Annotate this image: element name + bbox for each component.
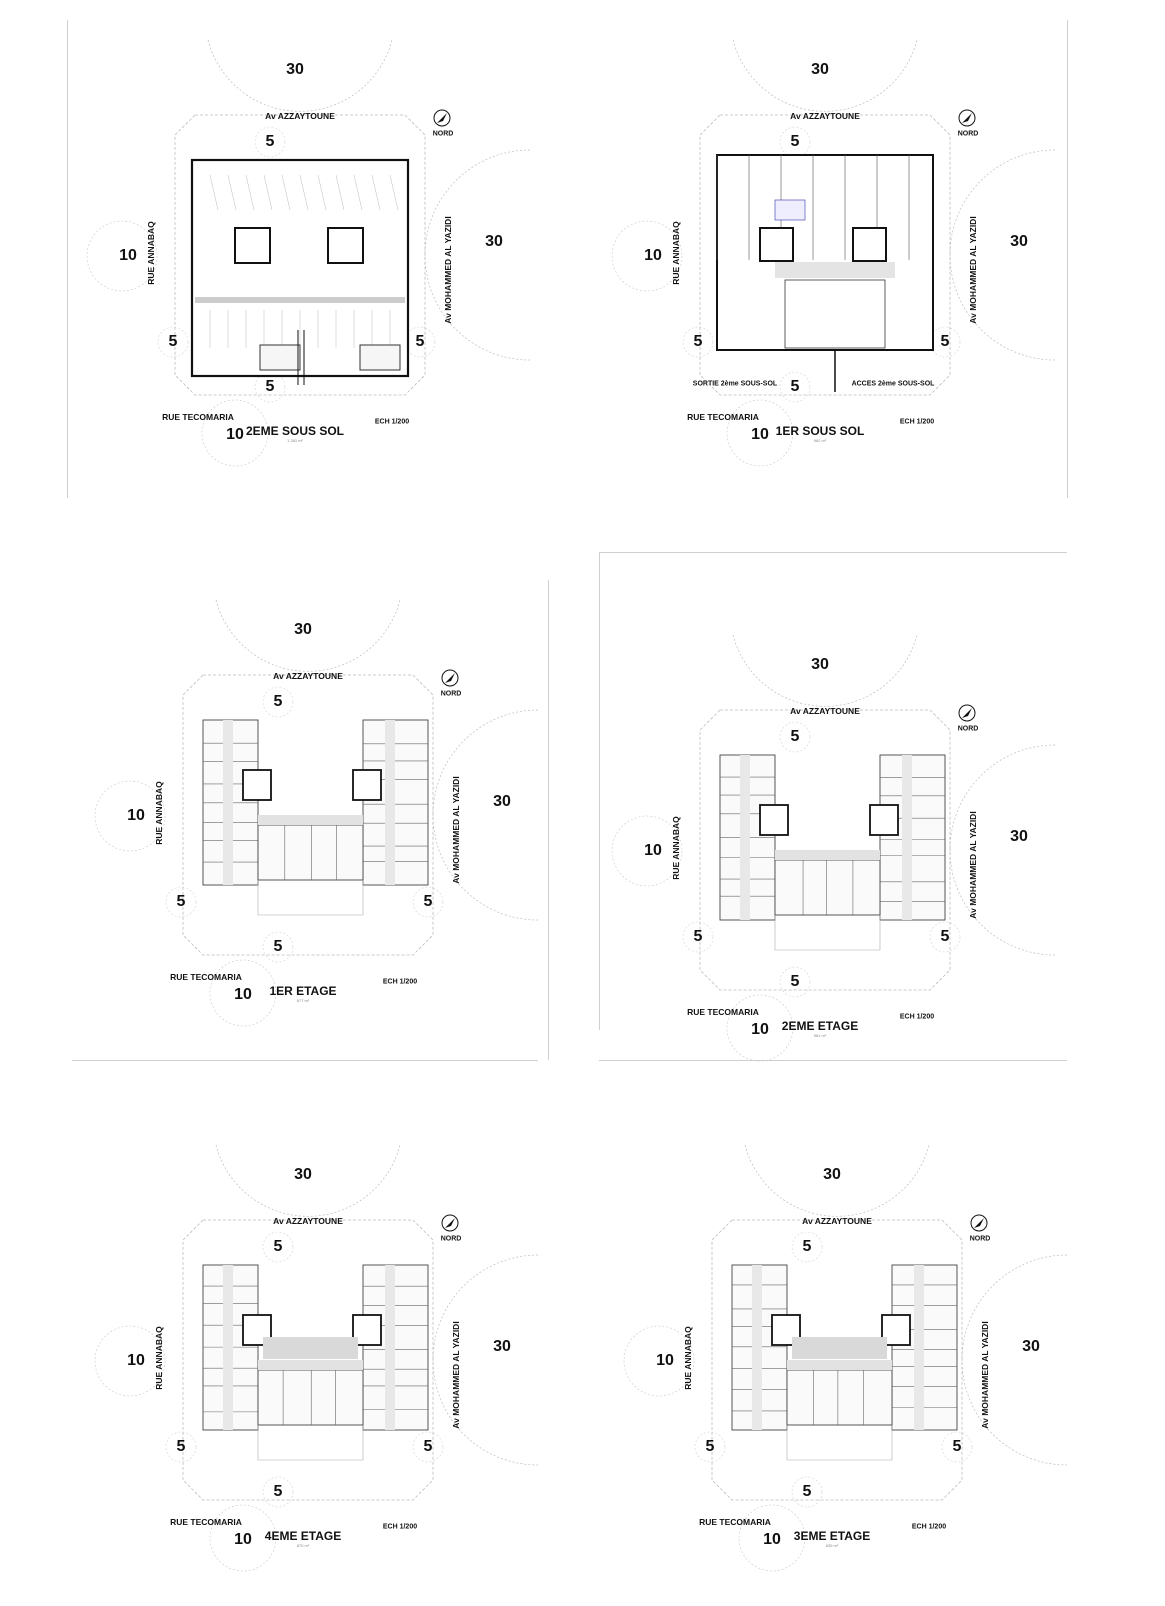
setback-top: 5: [273, 693, 283, 710]
north-arrow-icon: [971, 1215, 987, 1231]
road-arc-right: [433, 710, 538, 920]
road-arc-right: [433, 1255, 538, 1465]
road-arc-right: [962, 1255, 1067, 1465]
road-width-top: 30: [811, 61, 829, 78]
road-width-left: 10: [119, 247, 137, 264]
road-width-bottom: 10: [751, 1021, 769, 1038]
plan-area: 981 m²: [813, 1033, 827, 1038]
courtyard-outline: [775, 915, 880, 950]
scale-label: ECH 1/200: [382, 978, 418, 986]
corridor: [787, 1360, 892, 1370]
street-name-left: RUE ANNABAQ: [682, 1326, 693, 1390]
setback-bottom: 5: [273, 938, 283, 955]
road-width-right: 30: [1022, 1338, 1040, 1355]
street-name-right: Av MOHAMMED AL YAZIDI: [450, 776, 461, 884]
road-width-bottom: 10: [226, 426, 244, 443]
corridor: [914, 1265, 924, 1430]
core-left: [760, 228, 793, 261]
corridor: [740, 755, 750, 920]
floor-plan-panel: [58, 1125, 558, 1605]
north-label: NORD: [969, 1235, 991, 1243]
street-name-left: RUE ANNABAQ: [145, 221, 156, 285]
corridor: [258, 815, 363, 825]
road-width-bottom: 10: [751, 426, 769, 443]
service-room: [260, 345, 300, 370]
sanitary-block: [775, 200, 805, 220]
setback-top: 5: [790, 728, 800, 745]
wing: [892, 1265, 957, 1430]
floor-plan-panel: [50, 20, 550, 500]
scale-label: ECH 1/200: [374, 418, 410, 426]
wing: [258, 825, 363, 880]
road-arc-right: [950, 745, 1055, 955]
frame-line: [72, 1060, 538, 1061]
corridor: [258, 1360, 363, 1370]
plan-area: 1 281 m²: [287, 438, 303, 443]
core-right: [353, 770, 381, 800]
setback-left: 5: [693, 333, 703, 350]
wing: [258, 1370, 363, 1425]
corridor: [385, 1265, 395, 1430]
north-arrow-icon: [442, 670, 458, 686]
road-width-right: 30: [1010, 828, 1028, 845]
north-label: NORD: [957, 725, 979, 733]
setback-bottom: 5: [802, 1483, 812, 1500]
setback-left: 5: [693, 928, 703, 945]
street-name-left: RUE ANNABAQ: [670, 816, 681, 880]
plan-title: 2EME ETAGE: [781, 1019, 859, 1033]
road-width-right: 30: [485, 233, 503, 250]
street-name-bottom: RUE TECOMARIA: [170, 971, 242, 982]
corridor: [902, 755, 912, 920]
road-width-right: 30: [1010, 233, 1028, 250]
plan-title: 1ER ETAGE: [269, 984, 337, 998]
setback-right: 5: [940, 333, 950, 350]
corridor: [223, 1265, 233, 1430]
plan-area: 835 m²: [825, 1543, 839, 1548]
setback-bottom: 5: [790, 378, 800, 395]
courtyard-outline: [787, 1425, 892, 1460]
street-name-top: Av AZZAYTOUNE: [790, 110, 860, 121]
wing: [363, 720, 428, 885]
road-width-top: 30: [811, 656, 829, 673]
corridor: [385, 720, 395, 885]
street-name-top: Av AZZAYTOUNE: [273, 1215, 343, 1226]
building-footprint: [720, 755, 945, 950]
road-width-left: 10: [127, 1352, 145, 1369]
core-left: [235, 228, 270, 263]
scale-label: ECH 1/200: [911, 1523, 947, 1531]
plan-title: 4EME ETAGE: [264, 1529, 342, 1543]
service-room: [360, 345, 400, 370]
plan-area: 870 m²: [296, 1543, 310, 1548]
setback-bottom: 5: [790, 973, 800, 990]
floor-plan-panel: [575, 20, 1075, 500]
setback-top: 5: [265, 133, 275, 150]
street-name-top: Av AZZAYTOUNE: [273, 670, 343, 681]
setback-right: 5: [940, 928, 950, 945]
setback-left: 5: [168, 333, 178, 350]
corridor: [775, 850, 880, 860]
north-label: NORD: [957, 130, 979, 138]
road-arc-right: [950, 150, 1055, 360]
building-footprint: [732, 1265, 957, 1460]
street-name-top: Av AZZAYTOUNE: [802, 1215, 872, 1226]
terrace: [263, 1337, 358, 1359]
setback-top: 5: [790, 133, 800, 150]
plan-title: 2EME SOUS SOL: [245, 424, 345, 438]
north-arrow-icon: [442, 1215, 458, 1231]
exit-label: SORTIE 2ème SOUS-SOL: [692, 380, 778, 388]
street-name-top: Av AZZAYTOUNE: [790, 705, 860, 716]
street-name-bottom: RUE TECOMARIA: [687, 1006, 759, 1017]
plan-title: 3EME ETAGE: [793, 1529, 871, 1543]
floor-plan-panel: [58, 580, 558, 1060]
road-width-top: 30: [294, 1166, 312, 1183]
road-arc-right: [425, 150, 530, 360]
street-name-left: RUE ANNABAQ: [153, 781, 164, 845]
north-label: NORD: [440, 1235, 462, 1243]
setback-right: 5: [952, 1438, 962, 1455]
core-left: [243, 770, 271, 800]
street-name-top: Av AZZAYTOUNE: [265, 110, 335, 121]
building-footprint: [203, 720, 428, 915]
setback-top: 5: [273, 1238, 283, 1255]
road-width-bottom: 10: [234, 986, 252, 1003]
frame-line: [599, 552, 1067, 553]
building-footprint: [203, 1265, 428, 1460]
plan-area: 877 m²: [296, 998, 310, 1003]
road-width-left: 10: [644, 842, 662, 859]
street-name-right: Av MOHAMMED AL YAZIDI: [967, 811, 978, 919]
setback-right: 5: [423, 893, 433, 910]
wing: [880, 755, 945, 920]
street-name-left: RUE ANNABAQ: [153, 1326, 164, 1390]
scale-label: ECH 1/200: [382, 1523, 418, 1531]
building-footprint: [717, 155, 933, 392]
road-width-bottom: 10: [234, 1531, 252, 1548]
street-name-bottom: RUE TECOMARIA: [687, 411, 759, 422]
road-width-top: 30: [294, 621, 312, 638]
north-arrow-icon: [434, 110, 450, 126]
setback-right: 5: [415, 333, 425, 350]
street-name-right: Av MOHAMMED AL YAZIDI: [442, 216, 453, 324]
courtyard-outline: [258, 880, 363, 915]
core-right: [853, 228, 886, 261]
plan-title: 1ER SOUS SOL: [775, 424, 865, 438]
road-width-left: 10: [127, 807, 145, 824]
core-left: [760, 805, 788, 835]
core-right: [870, 805, 898, 835]
floor-plan-panel: [575, 615, 1075, 1095]
setback-bottom: 5: [265, 378, 275, 395]
scale-label: ECH 1/200: [899, 1013, 935, 1021]
main-hall: [785, 280, 885, 348]
access-label: ACCES 2ème SOUS-SOL: [851, 380, 935, 388]
north-label: NORD: [440, 690, 462, 698]
corridor: [752, 1265, 762, 1430]
courtyard-outline: [258, 1425, 363, 1460]
north-label: NORD: [432, 130, 454, 138]
road-width-right: 30: [493, 793, 511, 810]
setback-left: 5: [176, 893, 186, 910]
north-arrow-icon: [959, 705, 975, 721]
street-name-bottom: RUE TECOMARIA: [170, 1516, 242, 1527]
road-width-top: 30: [286, 61, 304, 78]
setback-left: 5: [176, 1438, 186, 1455]
wing: [363, 1265, 428, 1430]
street-name-right: Av MOHAMMED AL YAZIDI: [967, 216, 978, 324]
setback-left: 5: [705, 1438, 715, 1455]
circulation: [775, 262, 895, 278]
wing: [775, 860, 880, 915]
street-name-left: RUE ANNABAQ: [670, 221, 681, 285]
road-width-top: 30: [823, 1166, 841, 1183]
north-arrow-icon: [959, 110, 975, 126]
scale-label: ECH 1/200: [899, 418, 935, 426]
road-width-left: 10: [656, 1352, 674, 1369]
core-right: [328, 228, 363, 263]
road-width-right: 30: [493, 1338, 511, 1355]
setback-right: 5: [423, 1438, 433, 1455]
street-name-right: Av MOHAMMED AL YAZIDI: [450, 1321, 461, 1429]
floor-plan-panel: [587, 1125, 1087, 1605]
building-footprint: [192, 160, 408, 385]
setback-bottom: 5: [273, 1483, 283, 1500]
setback-top: 5: [802, 1238, 812, 1255]
wing: [787, 1370, 892, 1425]
street-name-bottom: RUE TECOMARIA: [699, 1516, 771, 1527]
street-name-right: Av MOHAMMED AL YAZIDI: [979, 1321, 990, 1429]
terrace: [792, 1337, 887, 1359]
road-width-left: 10: [644, 247, 662, 264]
street-name-bottom: RUE TECOMARIA: [162, 411, 234, 422]
road-width-bottom: 10: [763, 1531, 781, 1548]
plan-area: 962 m²: [813, 438, 827, 443]
corridor: [223, 720, 233, 885]
